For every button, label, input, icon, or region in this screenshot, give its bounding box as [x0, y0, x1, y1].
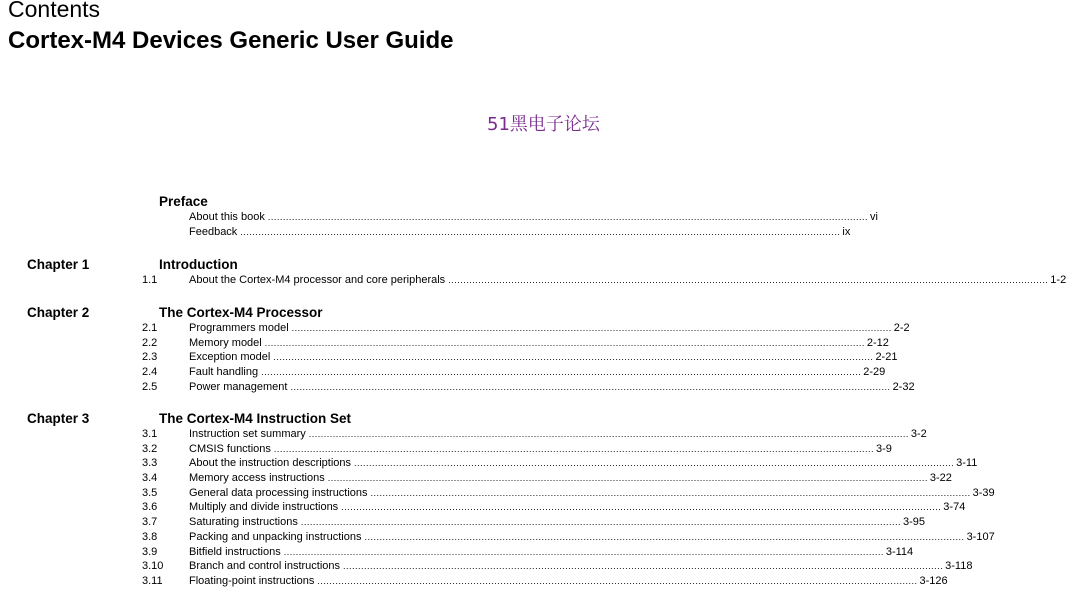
toc-entry[interactable]	[0, 545, 914, 560]
toc-entry[interactable]	[0, 210, 878, 225]
entry-title[interactable]: About this book	[189, 211, 265, 223]
entry-page-number: 3-74	[943, 501, 966, 514]
dot-leader: ........................................................................................................................................................................................................	[300, 517, 901, 528]
toc-entry[interactable]	[0, 486, 995, 501]
dot-leader: ........................................................................................................................................................................................................	[317, 575, 918, 586]
toc-entry[interactable]	[0, 427, 927, 442]
entry-title[interactable]: Bitfield instructions	[189, 545, 281, 558]
entry-page-number: 3-22	[929, 472, 952, 485]
entry-number: 3.10	[142, 560, 164, 573]
entry-page-number: 3-2	[910, 428, 927, 440]
dot-leader: ........................................................................................................................................................................................................	[364, 531, 965, 542]
dot-leader: ........................................................................................................................................................................................................	[264, 337, 865, 348]
dot-leader: ........................................................................................................................................................................................................	[240, 226, 841, 237]
entry-page-number: 1-2	[1050, 274, 1066, 286]
entry-number: 3.3	[142, 457, 158, 470]
toc-entry[interactable]	[0, 380, 915, 395]
entry-page-number: 2-12	[866, 336, 889, 349]
entry-title[interactable]: About the Cortex-M4 processor and core peripherals	[189, 274, 446, 286]
entry-page-number: 3-107	[966, 530, 995, 543]
chapter-label: Chapter 3	[27, 411, 90, 426]
entry-number: 2.3	[142, 351, 158, 364]
dot-leader: ........................................................................................................................................................................................................	[354, 458, 955, 469]
entry-page-number: 2-2	[893, 322, 910, 334]
entry-number: 3.2	[142, 442, 158, 455]
entry-title[interactable]: About the instruction descriptions	[189, 457, 352, 470]
entry-number: 3.8	[142, 530, 158, 543]
dot-leader: ........................................................................................................................................................................................................	[327, 473, 928, 484]
entry-page-number: 3-114	[885, 545, 914, 558]
entry-title[interactable]: Packing and unpacking instructions	[189, 530, 362, 543]
entry-title[interactable]: Instruction set summary	[189, 428, 306, 440]
entry-title[interactable]: Multiply and divide instructions	[189, 501, 339, 514]
section-title[interactable]: The Cortex-M4 Instruction Set	[159, 411, 352, 426]
entry-title[interactable]: Fault handling	[189, 366, 259, 379]
entry-number: 1.1	[142, 274, 158, 286]
entry-page-number: 2-29	[863, 366, 886, 379]
toc-entry[interactable]	[0, 559, 973, 574]
entry-title[interactable]: Exception model	[189, 351, 271, 364]
chapter-label: Chapter 1	[27, 257, 90, 272]
entry-title[interactable]: Floating-point instructions	[189, 574, 315, 587]
entry-number: 2.1	[142, 322, 158, 334]
entry-page-number: 3-11	[956, 457, 978, 470]
entry-page-number: 3-118	[945, 560, 973, 573]
toc-entry[interactable]	[0, 336, 889, 351]
entry-page-number: 2-21	[875, 351, 898, 364]
entry-title[interactable]: CMSIS functions	[189, 442, 271, 455]
contents-label: Contents	[8, 0, 101, 22]
dot-leader: ........................................................................................................................................................................................................	[370, 487, 971, 498]
watermark: 51黑电子论坛	[487, 114, 600, 135]
dot-leader: ........................................................................................................................................................................................................	[291, 323, 892, 333]
section-title[interactable]: Introduction	[159, 257, 238, 272]
entry-number: 3.4	[142, 472, 158, 485]
toc-entry[interactable]	[0, 321, 910, 336]
toc-entry[interactable]	[0, 471, 952, 486]
toc-entry[interactable]	[0, 365, 886, 380]
toc-entry[interactable]	[0, 350, 898, 365]
entry-title[interactable]: Power management	[189, 380, 288, 393]
entry-title[interactable]: Feedback	[189, 225, 238, 238]
entry-page-number: 3-95	[902, 516, 925, 529]
toc-entry[interactable]	[0, 225, 851, 240]
entry-page-number: 3-9	[876, 442, 892, 455]
dot-leader: ........................................................................................................................................................................................................	[273, 352, 874, 363]
toc-entry[interactable]	[0, 442, 892, 457]
entry-number: 3.7	[142, 516, 158, 529]
entry-page-number: vi	[869, 211, 878, 223]
entry-title[interactable]: Branch and control instructions	[189, 560, 341, 573]
entry-title[interactable]: General data processing instructions	[189, 486, 368, 499]
section-title[interactable]: The Cortex-M4 Processor	[159, 305, 323, 320]
dot-leader: ........................................................................................................................................................................................................	[261, 367, 862, 378]
entry-page-number: 3-126	[919, 574, 948, 587]
entry-title[interactable]: Saturating instructions	[189, 516, 298, 529]
dot-leader: ........................................................................................................................................................................................................	[341, 502, 942, 513]
document-title: Cortex-M4 Devices Generic User Guide	[8, 27, 454, 54]
entry-page-number: 2-32	[892, 380, 915, 393]
entry-number: 3.1	[142, 428, 158, 440]
section-title[interactable]: Preface	[159, 194, 208, 209]
entry-page-number: 3-39	[972, 486, 995, 499]
entry-number: 3.6	[142, 501, 158, 514]
toc-entry[interactable]	[0, 500, 966, 515]
entry-title[interactable]: Memory access instructions	[189, 472, 325, 485]
entry-number: 2.4	[142, 366, 158, 379]
toc-entry[interactable]	[0, 515, 925, 530]
toc-entry[interactable]	[0, 273, 1066, 288]
toc-entry[interactable]	[0, 574, 948, 589]
entry-number: 3.11	[142, 574, 163, 587]
dot-leader: ........................................................................................................................................................................................................	[283, 546, 884, 557]
entry-page-number: ix	[842, 225, 851, 238]
toc-entry[interactable]	[0, 530, 995, 545]
dot-leader: ........................................................................................................................................................................................................	[308, 429, 909, 439]
dot-leader: ........................................................................................................................................................................................................	[267, 212, 868, 222]
entry-title[interactable]: Programmers model	[189, 322, 289, 334]
dot-leader: ........................................................................................................................................................................................................	[273, 443, 875, 454]
entry-title[interactable]: Memory model	[189, 336, 262, 349]
dot-leader: ........................................................................................................................................................................................................	[343, 561, 944, 572]
chapter-label: Chapter 2	[27, 305, 90, 320]
entry-number: 3.9	[142, 545, 158, 558]
toc-entry[interactable]	[0, 456, 978, 471]
entry-number: 2.2	[142, 336, 158, 349]
dot-leader: ........................................................................................................................................................................................................	[290, 381, 891, 392]
dot-leader: ........................................................................................................................................................................................................	[448, 275, 1049, 285]
entry-number: 2.5	[142, 380, 158, 393]
entry-number: 3.5	[142, 486, 158, 499]
